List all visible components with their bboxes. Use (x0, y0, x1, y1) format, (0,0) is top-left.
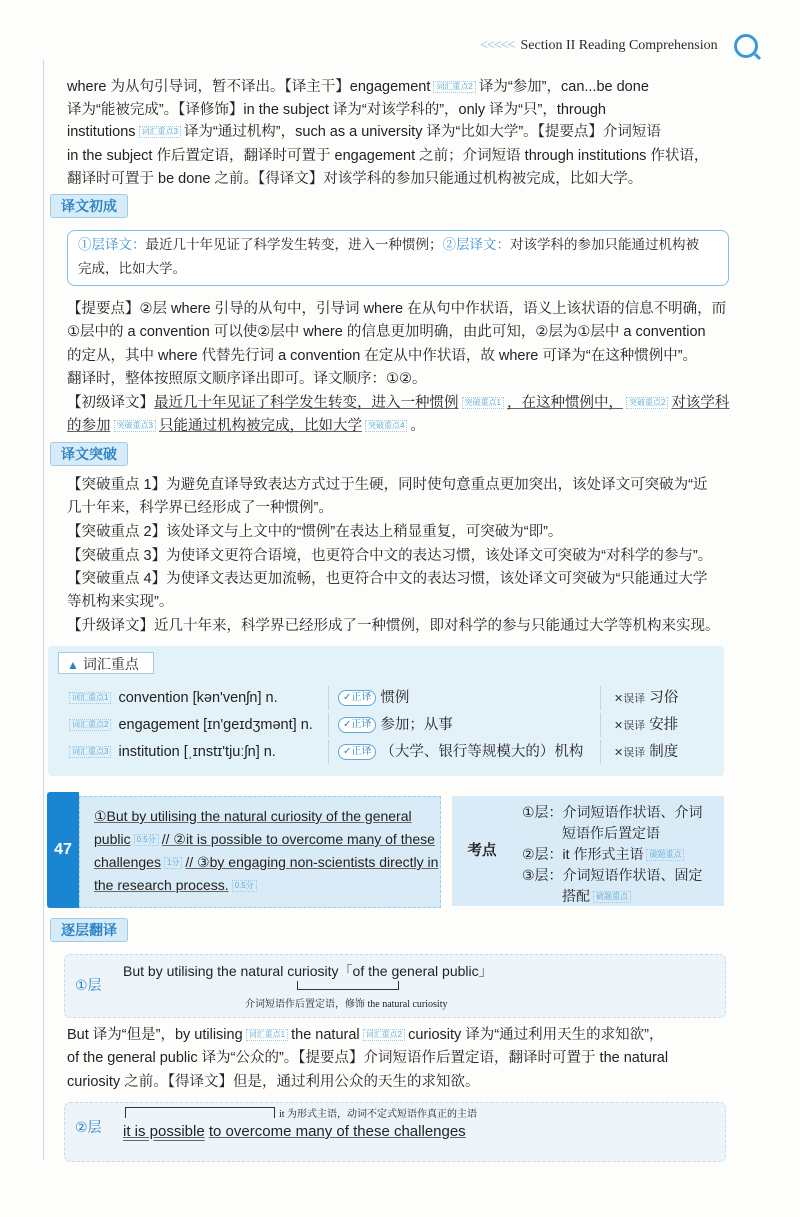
header-arrows: <<<<< (480, 38, 515, 53)
p1-line1: where 为从句引导词，暂不译出。【译主干】engagement 词汇重点2 译为“参加”，can...be done (67, 79, 649, 95)
tab-tupo: 译文突破 (50, 442, 128, 466)
warning-icon: ▲ (67, 658, 79, 672)
tab-zhuceng: 逐层翻译 (50, 918, 128, 942)
vocab-row: 词汇重点2 engagement [ɪn'ɡeɪdʒmənt] n. ✓正译 参加；从事 ✕误译 安排 (58, 713, 724, 737)
p2-line3: 的定从，其中 where 代替先行词 a convention 在定从中作状语，故 where 可译为“在这种惯例中”。 (67, 348, 698, 364)
p2-line5: 【初级译文】最近几十年见证了科学发生转变，进入一种惯例 突破重点1 ，在这种惯例中， 突破重点2 对该学科 (67, 395, 730, 411)
p1-line5: 翻译时可置于 be done 之前。【得译文】对该学科的参加只能通过机构被完成，比如大学。 (67, 171, 643, 187)
p4-line2: of the general public 译为“公众的”。【提要点】介词短语作后置定语，翻译时可置于 the natural (67, 1050, 669, 1066)
p1-line4: in the subject 作后置定语，翻译时可置于 engagement 之前；介词短语 through institutions 作状语， (67, 148, 709, 164)
p2-line2: ①层中的 a convention 可以使②层中 where 的信息更加明确，由此可知，②层为①层中 a convention (67, 324, 706, 340)
kaodian-box: ①层：介词短语作状语、介词 短语作后置定语 ②层：it 作形式主语 破题重点 ③层：介词短语作状语、固定 搭配 破题重点 (512, 796, 724, 906)
p3-line5: 【突破重点 4】为使译文表达更加流畅，也更符合中文的表达习惯，该处译文可突破为“只能通过大学 (67, 571, 708, 587)
p3-line1: 【突破重点 1】为避免直译导致表达方式过于生硬，同时使句意重点更加突出，该处译文可突破为“近 (67, 477, 708, 493)
page-header (480, 38, 780, 64)
p2-line1: 【提要点】②层 where 引导的从句中，引导词 where 在从句中作状语，语义上该状语的信息不明确，而 (67, 301, 727, 317)
p1-line2: 译为“能被完成”。【译修饰】in the subject 译为“对该学科的”，only 译为“只”，through (67, 102, 606, 118)
question-number: 47 (47, 792, 79, 908)
tab-chucheng: 译文初成 (50, 194, 128, 218)
search-q-icon (734, 34, 758, 58)
vocab-row: 词汇重点1 convention [kən'venʃn] n. ✓正译 惯例 ✕误译 习俗 (58, 686, 724, 710)
initial-translation-box: ①层译文：最近几十年见证了科学发生转变，进入一种惯例；②层译文：对该学科的参加只能通过机构被 完成，比如大学。 (67, 230, 729, 286)
p2-line4: 翻译时，整体按照原文顺序译出即可。译文顺序：①②。 (67, 371, 427, 387)
kaodian-label: 考点 (452, 796, 512, 906)
p3-line7: 【升级译文】近几十年来，科学界已经形成了一种惯例，即对科学的参与只能通过大学等机构来实现。 (67, 618, 720, 634)
vocab-title: ▲ 词汇重点 (58, 652, 154, 674)
p1-line3: institutions 词汇重点3 译为“通过机构”，such as a university 译为“比如大学”。【提要点】介词短语 (67, 124, 661, 140)
p3-line3: 【突破重点 2】该处译文与上文中的“惯例”在表达上稍显重复，可突破为“即”。 (67, 524, 563, 540)
vocab-row: 词汇重点3 institution [ˌɪnstɪ'tjuːʃn] n. ✓正译 （大学、银行等规模大的）机构 ✕误译 制度 (58, 740, 724, 764)
p3-line6: 等机构来实现”。 (67, 594, 174, 610)
p2-line6: 的参加 突破重点3 只能通过机构被完成，比如大学 突破重点4 。 (67, 418, 425, 434)
margin-line (43, 60, 44, 1160)
p4-line1: But 译为“但是”，by utilising 词汇重点1 the natural 词汇重点2 curiosity 译为“通过利用天生的求知欲”， (67, 1027, 664, 1043)
layer2-box: ②层 it 为形式主语，动词不定式短语作真正的主语 it is possible to overcome many of these challenges (64, 1102, 726, 1162)
p3-line2: 几十年来，科学界已经形成了一种惯例”。 (67, 500, 333, 516)
p3-line4: 【突破重点 3】为使译文更符合语境，也更符合中文的表达习惯，该处译文可突破为“对科学的参与”。 (67, 548, 713, 564)
question-sentence-box: ①But by utilising the natural curiosity of the general public 0.5分 // ②it is possible to overcome many of these challenges 1分 // ③by engaging non-scientists directly in the research process. 0.5分 (79, 796, 441, 908)
header-title: Section II Reading Comprehension (520, 38, 718, 53)
p4-line3: curiosity 之前。【得译文】但是，通过利用公众的天生的求知欲。 (67, 1074, 480, 1090)
layer1-box: ①层 But by utilising the natural curiosity「of the general public」 介词短语作后置定语，修饰 the natural curiosity (64, 954, 726, 1018)
